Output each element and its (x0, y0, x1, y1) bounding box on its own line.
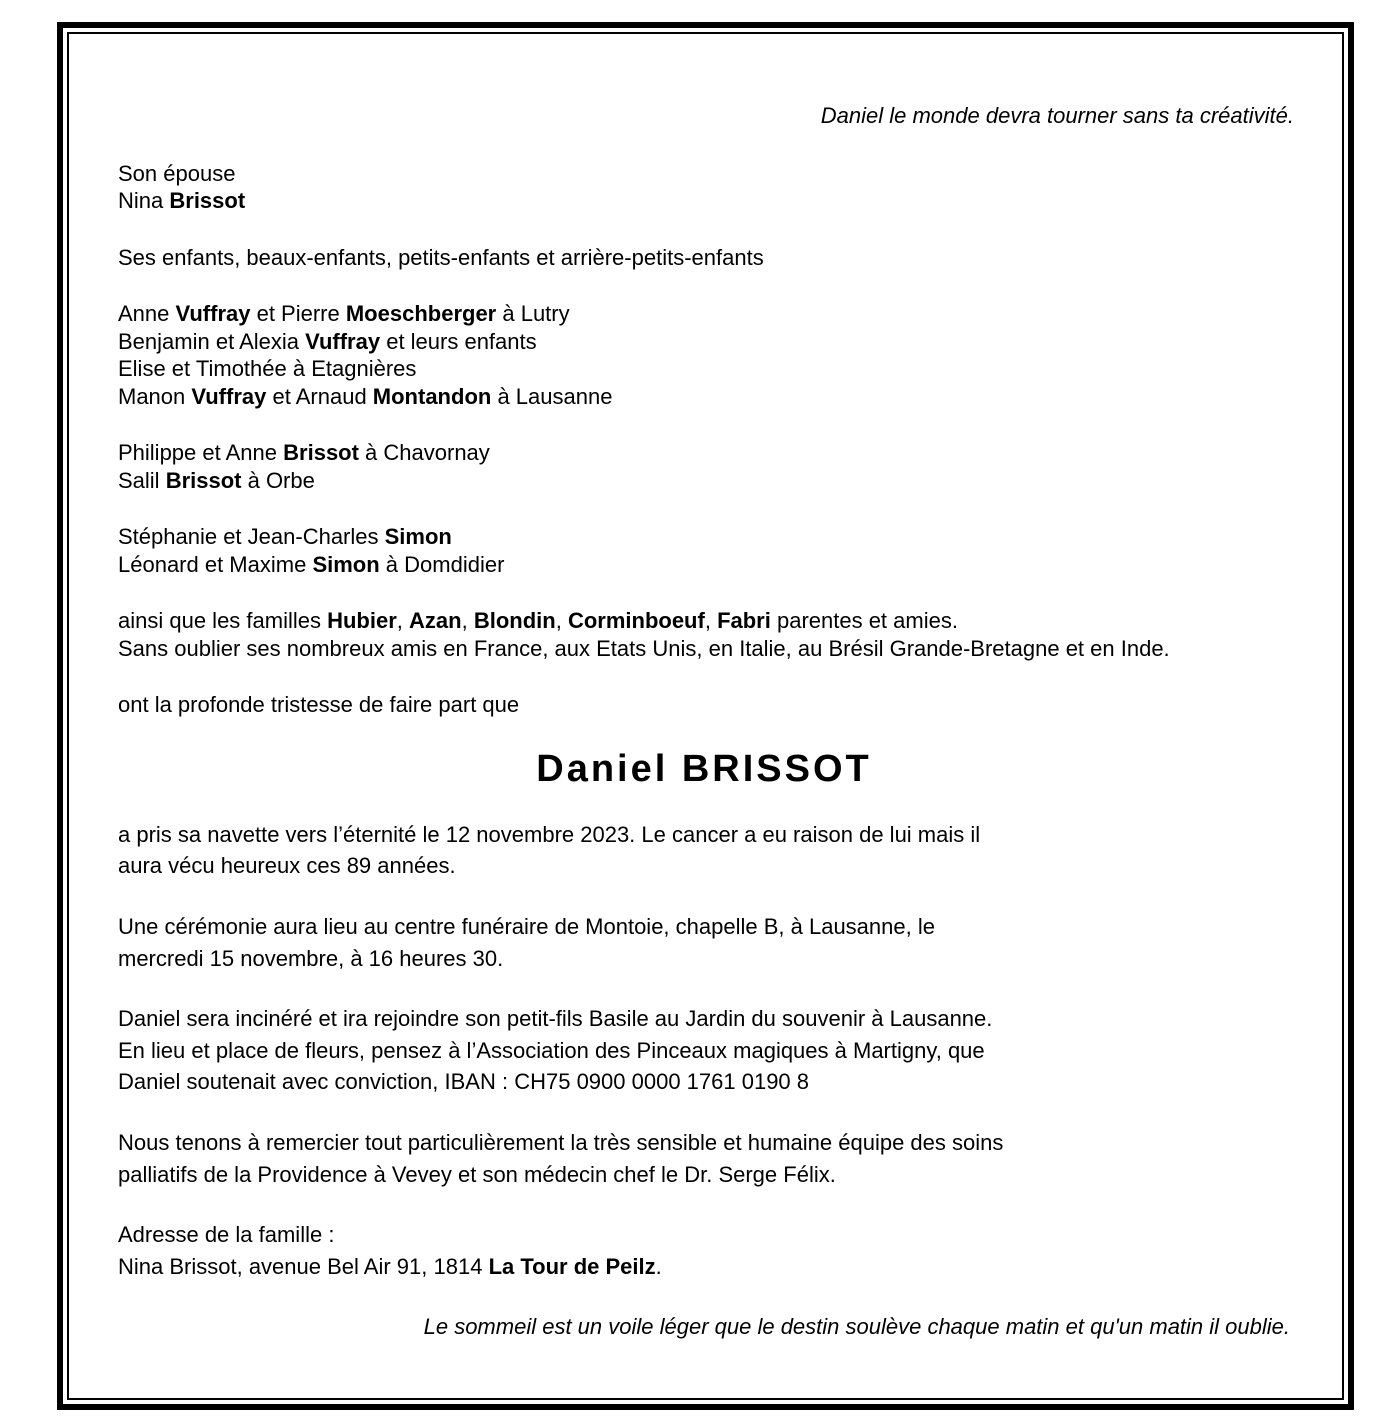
spouse-label: Son épouse (118, 161, 236, 186)
text-fragment: Philippe et Anne (118, 440, 284, 465)
surname: Blondin (473, 608, 556, 633)
family-line (118, 523, 452, 551)
text-fragment: Salil (118, 468, 166, 493)
surname: Fabri (717, 608, 771, 633)
text-fragment: parentes et amies. (770, 608, 958, 633)
spouse-first-name: Nina (118, 188, 164, 213)
extended-families (118, 607, 958, 635)
death-text: aura vécu heureux ces 89 années. (118, 853, 456, 878)
text-fragment: à Chavornay (358, 440, 490, 465)
family-line: Elise et Timothée à Etagnières (118, 356, 417, 381)
text-fragment: . (655, 1254, 662, 1279)
text-fragment: Stéphanie et Jean-Charles (118, 524, 385, 549)
text-fragment: et Arnaud (266, 384, 373, 409)
family-line (118, 439, 490, 467)
deceased-name: Daniel BRISSOT (536, 748, 872, 790)
thanks-text: palliatifs de la Providence à Vevey et son médecin chef le Dr. Serge Félix. (118, 1162, 836, 1187)
death-text: a pris sa navette vers l’éternité le 12 novembre 2023. Le cancer a eu raison de lui mais il (118, 822, 981, 847)
spouse-name (118, 187, 245, 215)
text-fragment: à Lausanne (491, 384, 613, 409)
thanks-text: Nous tenons à remercier tout particulièrement la très sensible et humaine équipe des soins (118, 1130, 1004, 1155)
spouse-last-name: Brissot (169, 188, 246, 213)
iban-text: Daniel soutenait avec conviction, IBAN : CH75 0900 0000 1761 0190 8 (118, 1069, 810, 1094)
surname: Azan (409, 608, 462, 633)
text-fragment: Anne (118, 301, 176, 326)
surname: Montandon (372, 384, 492, 409)
text-fragment: Léonard et Maxime (118, 552, 313, 577)
donation-text: En lieu et place de fleurs, pensez à l’Association des Pinceaux magiques à Martigny, que (118, 1038, 985, 1063)
closing-quote: Le sommeil est un voile léger que le destin soulève chaque matin et qu'un matin il oublie. (423, 1314, 1290, 1339)
surname: Simon (312, 552, 380, 577)
text-fragment: et Pierre (250, 301, 346, 326)
text-fragment: à Orbe (241, 468, 315, 493)
separator: , (461, 608, 474, 633)
surname: Vuffray (175, 301, 251, 326)
surname: Brissot (165, 468, 242, 493)
family-line (118, 467, 315, 495)
address-city: La Tour de Peilz (488, 1254, 656, 1279)
family-line (118, 300, 570, 328)
surname: Hubier (327, 608, 397, 633)
surname: Vuffray (191, 384, 267, 409)
family-line (118, 383, 612, 411)
family-address (118, 1253, 662, 1281)
text-fragment: à Domdidier (379, 552, 505, 577)
surname: Corminboeuf (567, 608, 705, 633)
text-fragment: et leurs enfants (380, 329, 537, 354)
announcement: ont la profonde tristesse de faire part que (118, 692, 520, 717)
separator: , (396, 608, 410, 633)
separator: , (555, 608, 568, 633)
text-fragment: Manon (118, 384, 192, 409)
ceremony-text: Une cérémonie aura lieu au centre funéraire de Montoie, chapelle B, à Lausanne, le (118, 914, 935, 939)
address-label: Adresse de la famille : (118, 1222, 335, 1247)
surname: Simon (384, 524, 452, 549)
text-fragment: à Lutry (496, 301, 570, 326)
opening-quote: Daniel le monde devra tourner sans ta créativité. (820, 103, 1294, 128)
children-intro: Ses enfants, beaux-enfants, petits-enfants et arrière-petits-enfants (118, 245, 764, 270)
text-fragment: ainsi que les familles (118, 608, 328, 633)
separator: , (704, 608, 718, 633)
surname: Moeschberger (345, 301, 497, 326)
cremation-text: Daniel sera incinéré et ira rejoindre son petit-fils Basile au Jardin du souvenir à Lausanne. (118, 1006, 993, 1031)
ceremony-text: mercredi 15 novembre, à 16 heures 30. (118, 946, 504, 971)
text-fragment: Benjamin et Alexia (118, 329, 306, 354)
surname: Brissot (283, 440, 359, 465)
family-line (118, 551, 504, 579)
family-line (118, 328, 537, 356)
surname: Vuffray (305, 329, 381, 354)
friends-line: Sans oublier ses nombreux amis en France, aux Etats Unis, en Italie, au Brésil Grande-Bretagne et en Inde. (118, 636, 1170, 661)
address-street: Nina Brissot, avenue Bel Air 91, 1814 (118, 1254, 489, 1279)
